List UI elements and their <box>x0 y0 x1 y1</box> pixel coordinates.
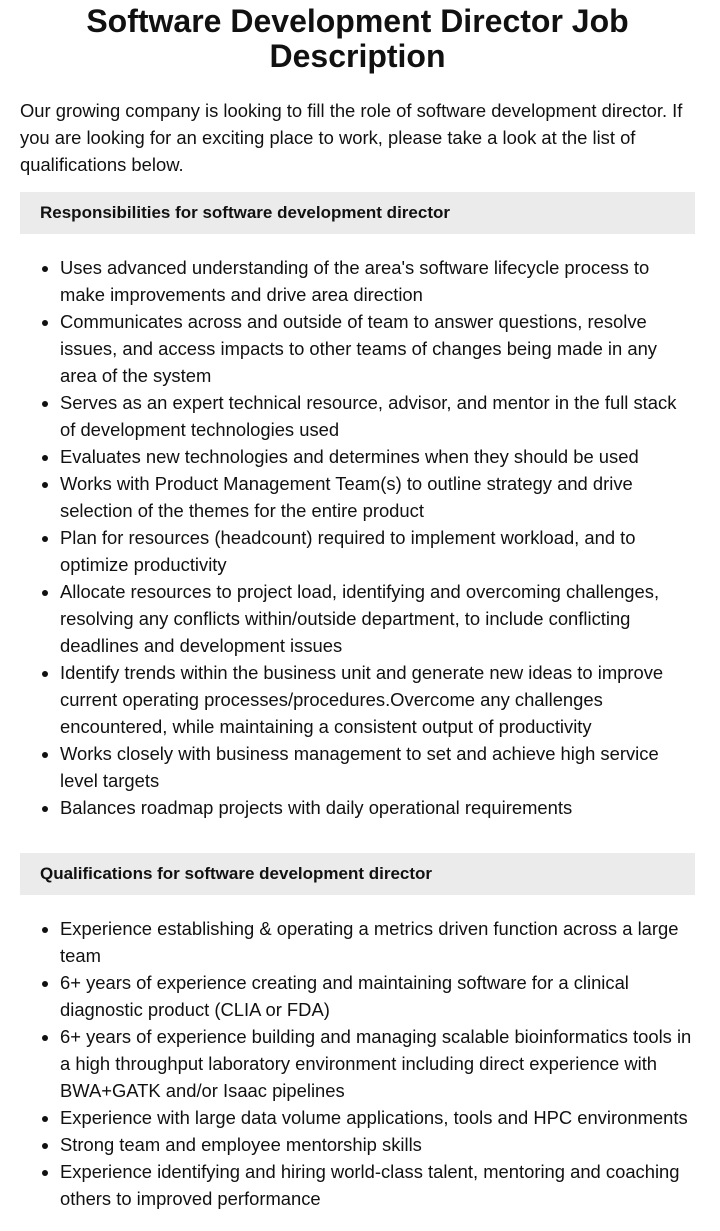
list-item: • Strong team and employee mentorship skills <box>60 1131 695 1158</box>
section-heading: Responsibilities for software development director <box>20 192 695 234</box>
job-description <box>0 4 720 1212</box>
list-item: • Balances roadmap projects with daily operational requirements <box>60 794 695 821</box>
list-item: • Allocate resources to project load, identifying and overcoming challenges, resolving any conflicts within/outside department, to include conflicting deadlines and development issues <box>60 578 695 659</box>
intro-paragraph: Our growing company is looking to fill the role of software development director. If you are looking for an exciting place to work, please take a look at the list of qualifications below. <box>20 100 683 175</box>
list-item: • Serves as an expert technical resource, advisor, and mentor in the full stack of development technologies used <box>60 389 695 443</box>
list-item: • Experience establishing & operating a metrics driven function across a large team <box>60 915 695 969</box>
list-item: • Communicates across and outside of team to answer questions, resolve issues, and access impacts to other teams of changes being made in any area of the system <box>60 308 695 389</box>
list-item: • Experience with large data volume applications, tools and HPC environments <box>60 1104 695 1131</box>
page-title: Software Development Director Job Description <box>86 3 629 74</box>
list-item: • Works closely with business management to set and achieve high service level targets <box>60 740 695 794</box>
list-item: • Experience identifying and hiring world-class talent, mentoring and coaching others to improved performance <box>60 1158 695 1212</box>
responsibilities-section <box>20 192 695 821</box>
qualifications-list <box>20 915 695 1212</box>
list-item: • 6+ years of experience creating and maintaining software for a clinical diagnostic product (CLIA or FDA) <box>60 969 695 1023</box>
list-item: • Plan for resources (headcount) required to implement workload, and to optimize productivity <box>60 524 695 578</box>
list-item: • Works with Product Management Team(s) to outline strategy and drive selection of the themes for the entire product <box>60 470 695 524</box>
list-item: • Uses advanced understanding of the area's software lifecycle process to make improvements and drive area direction <box>60 254 695 308</box>
list-item: • 6+ years of experience building and managing scalable bioinformatics tools in a high throughput laboratory environment including direct experience with BWA+GATK and/or Isaac pipelines <box>60 1023 695 1104</box>
section-heading: Qualifications for software development director <box>20 853 695 895</box>
responsibilities-list <box>20 254 695 821</box>
list-item: • Identify trends within the business unit and generate new ideas to improve current operating processes/procedures.Overcome any challenges encountered, while maintaining a consistent output of productivity <box>60 659 695 740</box>
qualifications-section <box>20 853 695 1212</box>
list-item: • Evaluates new technologies and determines when they should be used <box>60 443 695 470</box>
